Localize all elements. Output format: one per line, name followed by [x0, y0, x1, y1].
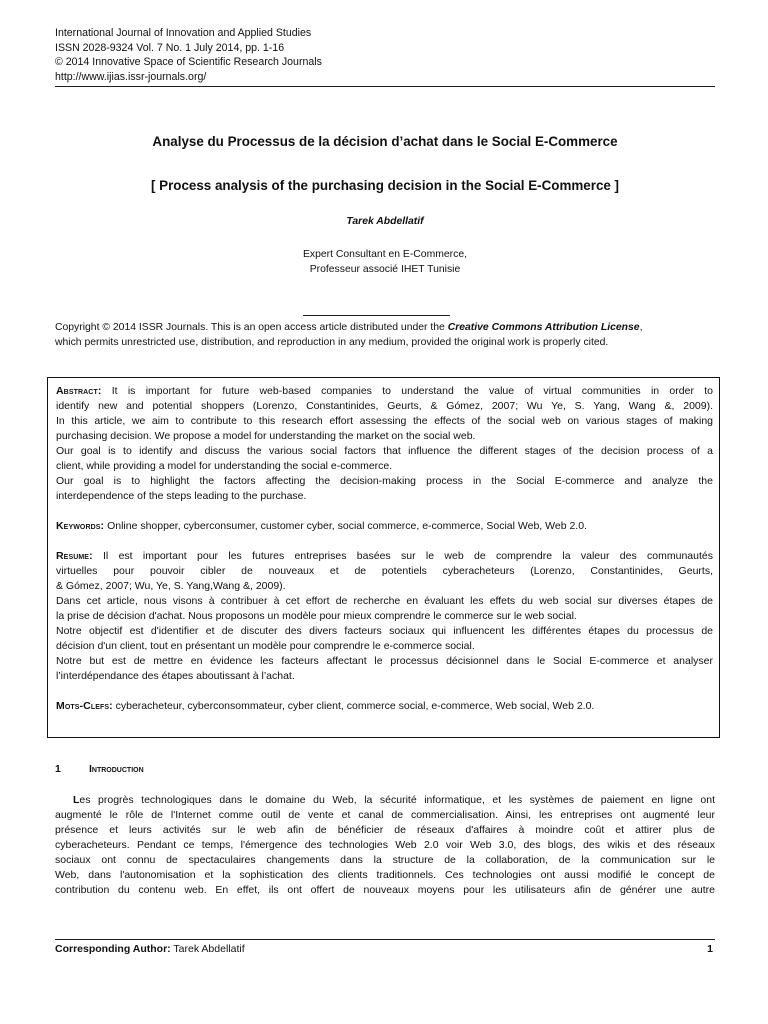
resume-line: l’interdépendance des étapes aboutissant à l’achat.: [56, 670, 295, 682]
resume-line: virtuelles pour pouvoir cibler de nouveaux et de potentiels cyberacheteurs (Lorenzo, Constantinides, Geurts,: [56, 565, 713, 577]
page-number: 1: [707, 943, 713, 955]
resume-line: Resume: Il est important pour les futures entreprises basées sur le web de comprendre la valeur des communautés: [56, 550, 713, 562]
section-number: 1: [55, 763, 61, 775]
license-link[interactable]: Creative Commons Attribution License: [447, 322, 640, 333]
page-footer: [55, 942, 715, 956]
body-line: présence et leurs activités sur le web afin de bénéficier de réseaux d'affaires à moindre coût et attirer plus de: [55, 824, 715, 836]
resume-line: Notre but est de mettre en évidence les facteurs affectant le processus décisionnel dans le Social E-commerce et analyser: [56, 655, 713, 667]
author-name: Tarek Abdellatif: [346, 216, 424, 227]
corresponding-name: Tarek Abdellatif: [170, 943, 245, 955]
body-line: Web, dans l'autonomisation et la sophistication des clients traditionnels. Ces technologies ont aussi modifié le concept de: [55, 869, 715, 881]
abstract-line: Our goal is to identify and discuss the various social factors that influence the different stages of the decision process of a: [56, 445, 713, 457]
affiliation-line: Expert Consultant en E-Commerce,: [302, 249, 467, 260]
mots-clefs-label: Mots-Clefs:: [56, 700, 113, 712]
resume-line: décision d'un client, tout en présentant un modèle pour comprendre le e-commerce social.: [56, 640, 475, 652]
copyright-line-2: which permits unrestricted use, distribution, and reproduction in any medium, provided the original work is properly cited.: [55, 337, 609, 348]
copyright-comma: ,: [639, 322, 643, 333]
resume-line: la prise de décision d'achat. Nous proposons un modèle pour mieux comprendre le commerce sur le web social.: [56, 610, 577, 622]
abstract-line: In this article, we aim to contribute to this research effort assessing the effects of the social web on various stages of making: [56, 415, 713, 427]
resume-label: Resume:: [56, 550, 93, 562]
drop-cap: L: [73, 794, 80, 806]
header-divider: [55, 86, 715, 87]
title-french: Analyse du Processus de la décision d’achat dans le Social E-Commerce: [152, 134, 618, 149]
abstract-line: Abstract: It is important for future web-based companies to understand the value of virtual communities in order to: [56, 385, 713, 397]
abstract-line: purchasing decision. We propose a model for understanding the market on the social web.: [56, 430, 476, 442]
body-line: augmenté le rôle de l'Internet comme outil de vente et canal de commercialisation. Ainsi, les entreprises ont augmenté leur: [55, 809, 715, 821]
resume-line: & Gómez, 2007; Wu, Ye, S. Yang,Wang &, 2009).: [56, 580, 286, 592]
journal-url[interactable]: http://www.ijias.issr-journals.org/: [55, 70, 207, 83]
keywords-line: Keywords: Online shopper, cyberconsumer, customer cyber, social commerce, e-commerce, Social Web, Web 2.0.: [56, 520, 587, 532]
body-line: contribution du contenu web. En effet, ils ont offert de nouveaux moyens pour les utilisateurs afin de générer une autre: [55, 884, 715, 896]
copyright-line-1: [55, 320, 715, 335]
author-affiliation: [55, 248, 715, 277]
abstract-line: interdependence of the steps leading to the purchase.: [56, 490, 307, 502]
affiliation-line: Professeur associé IHET Tunisie: [309, 263, 461, 275]
introduction-body: [55, 793, 715, 898]
footer-divider: [55, 939, 715, 940]
title-english: [ Process analysis of the purchasing decision in the Social E-Commerce ]: [150, 178, 620, 193]
journal-copyright: © 2014 Innovative Space of Scientific Research Journals: [55, 56, 322, 69]
copyright-notice: [55, 320, 715, 350]
title-divider: [303, 315, 450, 316]
copyright-text: Copyright © 2014 ISSR Journals. This is an open access article distributed under the: [55, 322, 448, 333]
section-title: Introduction: [89, 763, 144, 775]
body-line: cyberacheteurs. Pendant ce temps, l'émergence des technologies Web 2.0 voir Web 3.0, des blogs, des wikis et des réseaux: [55, 839, 715, 851]
abstract-line: identify new and potential shoppers (Lorenzo, Constantinides, Geurts, & Gómez, 2007; Wu Ye, S. Yang, Wang &, 2009).: [56, 400, 713, 412]
body-line: sociaux ont connu de spectaculaires changements dans la structure de la collaboration, de la communication sur le: [55, 854, 715, 866]
body-line: Les progrès technologiques dans le domaine du Web, la sécurité informatique, et les systèmes de paiement en ligne ont: [73, 794, 715, 806]
resume-line: Notre objectif est d'identifier et de discuter des divers facteurs sociaux qui influencent les différentes étapes du processus de: [56, 625, 713, 637]
journal-header: [55, 26, 715, 84]
abstract-line: Our goal is to highlight the factors affecting the decision-making process in the Social E-commerce and analyze the: [56, 475, 713, 487]
abstract-box: [47, 377, 720, 738]
mots-clefs-line: Mots-Clefs: cyberacheteur, cyberconsommateur, cyber client, commerce social, e-commerce, Web social, Web 2.0.: [56, 700, 595, 712]
keywords-label: Keywords:: [56, 520, 105, 532]
corresponding-label: Corresponding Author:: [55, 943, 171, 955]
resume-line: Dans cet article, nous visons à contribuer à cet effort de recherche en évaluant les effets du web social sur diverses étapes de: [56, 595, 713, 607]
journal-issn: ISSN 2028-9324 Vol. 7 No. 1 July 2014, pp. 1-16: [55, 41, 285, 54]
abstract-line: client, while providing a model for understanding the social e-commerce.: [56, 460, 393, 472]
journal-name: International Journal of Innovation and Applied Studies: [55, 27, 312, 39]
section-heading-introduction: [55, 762, 715, 776]
abstract-label: Abstract:: [56, 385, 102, 397]
